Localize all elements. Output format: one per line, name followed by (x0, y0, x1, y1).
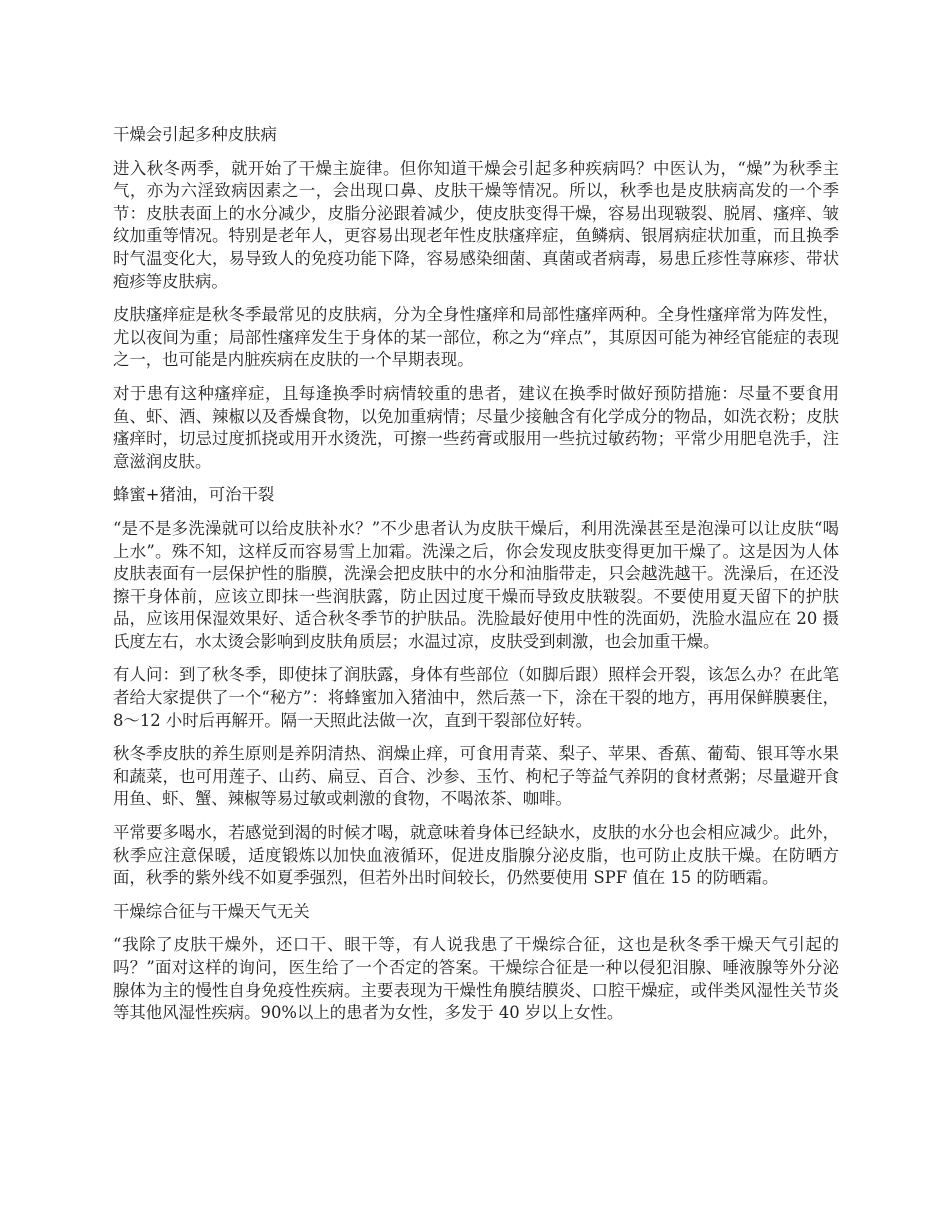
paragraph-pruritus: 皮肤瘙痒症是秋冬季最常见的皮肤病，分为全身性瘙痒和局部性瘙痒两种。全身性瘙痒常为阵发性，尤以夜间为重；局部性瘙痒发生于身体的某一部位，称之为“痒点”，其原因可能为神经官能症的表现之一，也可能是内脏疾病在皮肤的一个早期表现。 (113, 305, 839, 370)
paragraph-intro: 进入秋冬两季，就开始了干燥主旋律。但你知道干燥会引起多种疾病吗？中医认为，“燥”为秋季主气，亦为六淫致病因素之一，会出现口鼻、皮肤干燥等情况。所以，秋季也是皮肤病高发的一个季节：皮肤表面上的水分减少，皮脂分泌跟着减少，使皮肤变得干燥，容易出现皲裂、脱屑、瘙痒、皱纹加重等情况。特别是老年人，更容易出现老年性皮肤瘙痒症，鱼鳞病、银屑病症状加重，而且换季时气温变化大，易导致人的免疫功能下降，容易感染细菌、真菌或者病毒，易患丘疹性荨麻疹、带状疱疹等皮肤病。 (113, 158, 839, 291)
paragraph-bathing: “是不是多洗澡就可以给皮肤补水？”不少患者认为皮肤干燥后，利用洗澡甚至是泡澡可以让皮肤“喝上水”。殊不知，这样反而容易雪上加霜。洗澡之后，你会发现皮肤变得更加干燥了。这是因为人体皮肤表面有一层保护性的脂膜，洗澡会把皮肤中的水分和油脂带走，只会越洗越干。洗澡后，在还没擦干身体前，应该立即抹一些润肤露，防止因过度干燥而导致皮肤皲裂。不要使用夏天留下的护肤品，应该用保湿效果好、适合秋冬季节的护肤品。洗脸最好使用中性的洗面奶，洗脸水温应在 20 摄氏度左右，水太烫会影响到皮肤角质层；水温过凉，皮肤受到刺激，也会加重干燥。 (113, 518, 839, 651)
paragraph-water-sunscreen: 平常要多喝水，若感觉到渴的时候才喝，就意味着身体已经缺水，皮肤的水分也会相应减少。此外，秋季应注意保暖，适度锻炼以加快血液循环，促进皮脂腺分泌皮脂，也可防止皮肤干燥。在防晒方面，秋季的紫外线不如夏季强烈，但若外出时间较长，仍然要使用 SPF 值在 15 的防晒霜。 (113, 823, 839, 888)
paragraph-sjogren: “我除了皮肤干燥外，还口干、眼干等，有人说我患了干燥综合征，这也是秋冬季干燥天气引起的吗？”面对这样的询问，医生给了一个否定的答案。干燥综合征是一种以侵犯泪腺、唾液腺等外分泌腺体为主的慢性自身免疫性疾病。主要表现为干燥性角膜结膜炎、口腔干燥症，或伴类风湿性关节炎等其他风湿性疾病。90%以上的患者为女性，多发于 40 岁以上女性。 (113, 935, 839, 1023)
paragraph-diet: 秋冬季皮肤的养生原则是养阴清热、润燥止痒，可食用青菜、梨子、苹果、香蕉、葡萄、银耳等水果和蔬菜，也可用莲子、山药、扁豆、百合、沙参、玉竹、枸杞子等益气养阴的食材煮粥；尽量避开食用鱼、虾、蟹、辣椒等易过敏或刺激的食物，不喝浓茶、咖啡。 (113, 744, 839, 809)
section-heading-sjogren: 干燥综合征与干燥天气无关 (113, 901, 310, 921)
section-heading-dryness-diseases: 干燥会引起多种皮肤病 (113, 125, 277, 144)
section-heading-honey-lard: 蜂蜜+猪油，可治干裂 (113, 485, 275, 505)
paragraph-prevention: 对于患有这种瘙痒症，且每逢换季时病情较重的患者，建议在换季时做好预防措施：尽量不要食用鱼、虾、酒、辣椒以及香燥食物，以免加重病情；尽量少接触含有化学成分的物品，如洗衣粉；皮肤瘙痒时，切忌过度抓挠或用开水烫洗，可擦一些药膏或服用一些抗过敏药物；平常少用肥皂洗手，注意滋润皮肤。 (113, 383, 839, 471)
paragraph-secret-recipe: 有人问：到了秋冬季，即使抹了润肤露，身体有些部位（如脚后跟）照样会开裂，该怎么办？在此笔者给大家提供了一个“秘方”：将蜂蜜加入猪油中，然后蒸一下，涂在干裂的地方，再用保鲜膜裹住，8～12 小时后再解开。隔一天照此法做一次，直到干裂部位好转。 (113, 665, 839, 730)
article-body (113, 118, 839, 1036)
